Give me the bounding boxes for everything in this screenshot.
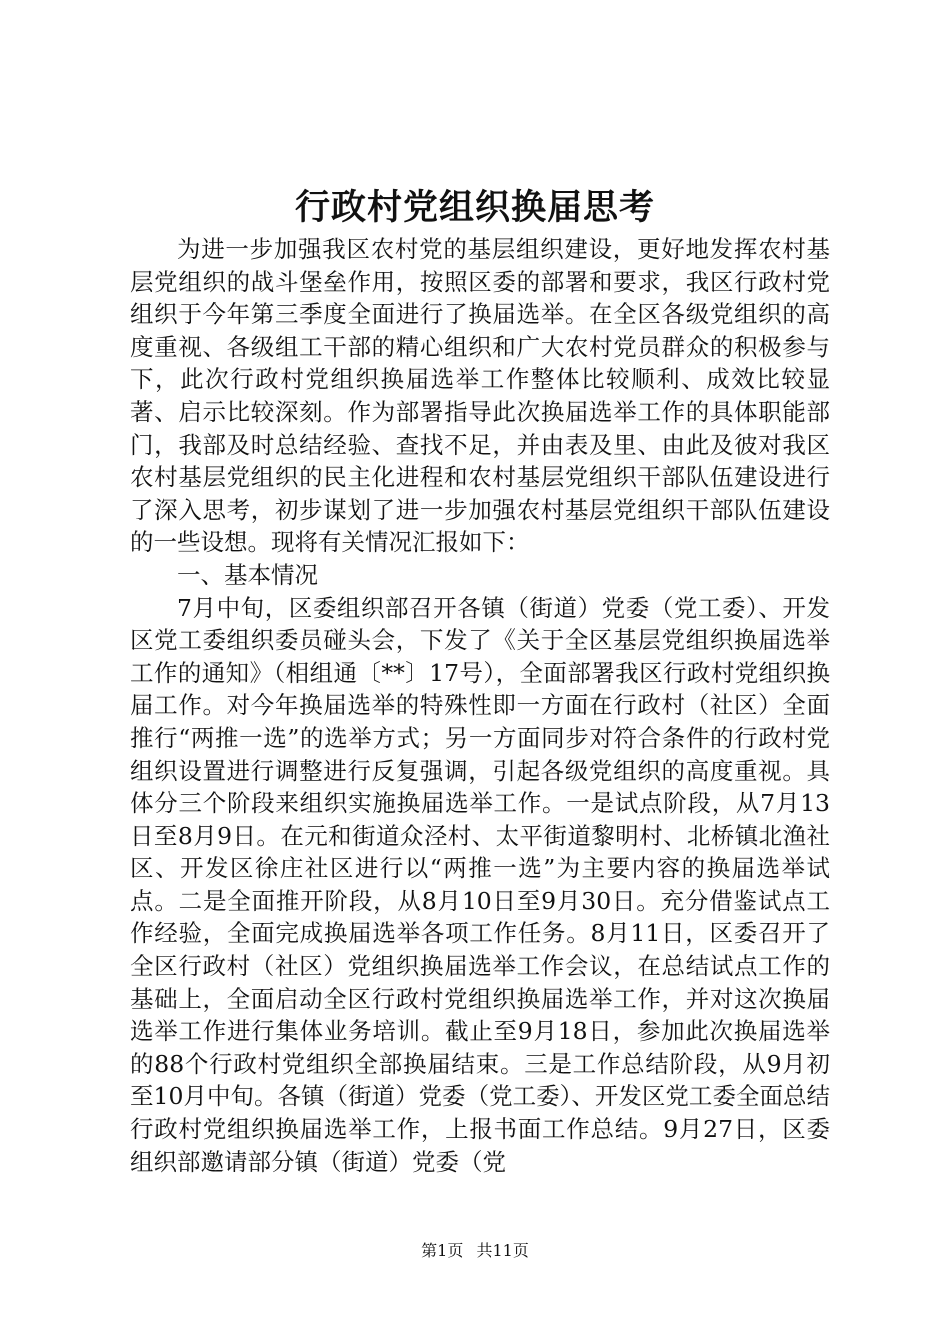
page-title: 行政村党组织换届思考 <box>294 187 655 228</box>
section-heading: 一、基本情况 <box>177 560 318 589</box>
document-body <box>130 233 830 1178</box>
paragraph-basic-situation: 7月中旬，区委组织部召开各镇（街道）党委（党工委）、开发区党工委组织委员碰头会，下发了《关于全区基层党组织换届选举工作的通知》（相组通〔**〕17号），全面部署我区行政村党组织换届工作。对今年换届选举的特殊性即一方面在行政村（社区）全面推行“两推一选”的选举方式；另一方面同步对符合条件的行政村党组织设置进行调整进行反复强调，引起各级党组织的高度重视。具体分三个阶段来组织实施换届选举工作。一是试点阶段，从7月13日至8月9日。在元和街道众泾村、太平街道黎明村、北桥镇北渔社区、开发区徐庄社区进行以“两推一选”为主要内容的换届选举试点。二是全面推开阶段，从8月10日至9月30日。充分借鉴试点工作经验，全面完成换届选举各项工作任务。8月11日，区委召开了全区行政村（社区）党组织换届选举工作会议，在总结试点工作的基础上，全面启动全区行政村党组织换届选举工作，并对这次换届选举工作进行集体业务培训。截止至9月18日，参加此次换届选举的88个行政村党组织全部换届结束。三是工作总结阶段，从9月初至10月中旬。各镇（街道）党委（党工委）、开发区党工委全面总结行政村党组织换届选举工作，上报书面工作总结。9月27日，区委组织部邀请部分镇（街道）党委（党 <box>130 593 830 1176</box>
paragraph-intro: 为进一步加强我区农村党的基层组织建设，更好地发挥农村基层党组织的战斗堡垒作用，按照区委的部署和要求，我区行政村党组织于今年第三季度全面进行了换届选举。在全区各级党组织的高度重视、各级组工干部的精心组织和广大农村党员群众的积极参与下，此次行政村党组织换届选举工作整体比较顺利、成效比较显著、启示比较深刻。作为部署指导此次换届选举工作的具体职能部门，我部及时总结经验、查找不足，并由表及里、由此及彼对我区农村基层党组织的民主化进程和农村基层党组织干部队伍建设进行了深入思考，初步谋划了进一步加强农村基层党组织干部队伍建设的一些设想。现将有关情况汇报如下： <box>130 235 830 557</box>
page-number: 第1页 <box>421 1241 464 1260</box>
page-footer <box>0 1240 950 1262</box>
page-total: 共11页 <box>476 1241 529 1260</box>
